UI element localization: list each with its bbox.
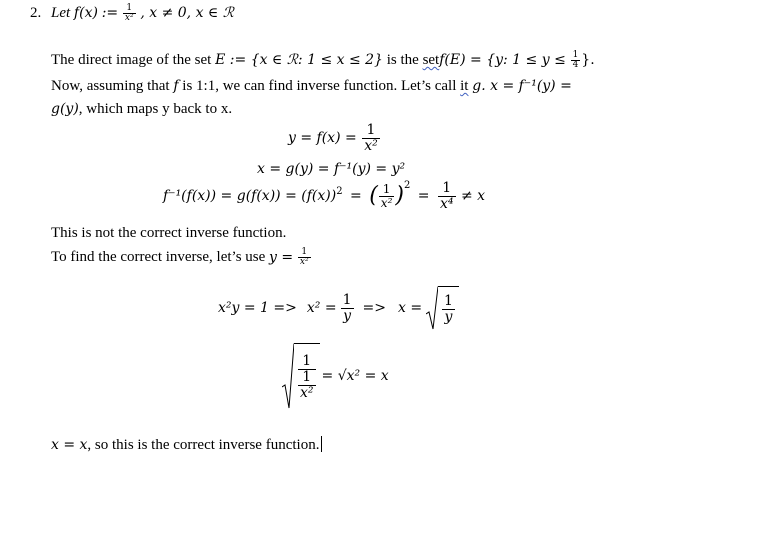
assign-symbol: := [101, 4, 119, 21]
not-correct-text: This is not the correct inverse function. [51, 225, 287, 241]
radical-sign-icon [282, 343, 294, 409]
quarter-fraction: $\frac{1}{4}$ [572, 50, 579, 70]
set-e-definition: E := {x ∈ ℛ: 1 ≤ x ≤ 2} [215, 51, 383, 68]
sqrt-one-over-y: $\frac{1}{y}$ [426, 286, 459, 330]
equation-y-equals-fx: y = f(x) = $\frac{1}{\text{x²}}$ [288, 122, 378, 154]
definition-fraction: $\frac{1}{\text{x²}}$ [124, 3, 134, 23]
equation-composition: $f^{-1}(f(x)) = g(f(x)) = (f(x))^2$ = ( $\frac{1}{\text{x²}}$ )$^2$ = $\frac{1}{\text{x⁴}}$ ≠ x [163, 180, 486, 212]
find-correct-inverse-text: To find the correct inverse, let’s use y = $\frac{1}{\text{x²}}$ [51, 247, 309, 267]
spelling-flag-set: set [422, 51, 440, 68]
equation-solve-for-x: x²y = 1 => x² = $\frac{1}{y}$ => x = $\frac{1}{y}$ [218, 286, 459, 330]
text-cursor[interactable] [321, 436, 322, 452]
spelling-flag-it: it [460, 78, 469, 94]
inverse-paragraph-line1: Now, assuming that f is 1:1, we can find inverse function. Let’s call it g. x = f⁻¹(y) = [51, 78, 572, 94]
equation-verify: $\frac{1}{\frac{1}{\text{x²}}}$ = √x² = x [282, 343, 389, 409]
inverse-paragraph-line2: g(y), which maps y back to x. [51, 101, 233, 117]
function-name: f(x) [73, 4, 98, 21]
sqrt-nested-fraction: $\frac{1}{\frac{1}{\text{x²}}}$ [282, 343, 320, 409]
domain-conditions: , x ≠ 0, x ∈ ℛ [140, 4, 234, 21]
problem-statement [30, 4, 234, 23]
equation-x-equals-gy: x = g(y) = f⁻¹(y) = y² [257, 161, 406, 177]
problem-number: 2. [30, 4, 42, 21]
let-word: Let [51, 4, 71, 21]
conclusion-text: x = x, so this is the correct inverse function. [51, 436, 322, 453]
direct-image-paragraph: The direct image of the set E := {x ∈ ℛ: 1 ≤ x ≤ 2} is the setf(E) = {y: 1 ≤ y ≤ $\frac{1}{4}$ }. [51, 50, 595, 70]
image-definition: f(E) = {y: 1 ≤ y ≤ [439, 51, 566, 68]
radical-sign-icon [426, 286, 438, 330]
